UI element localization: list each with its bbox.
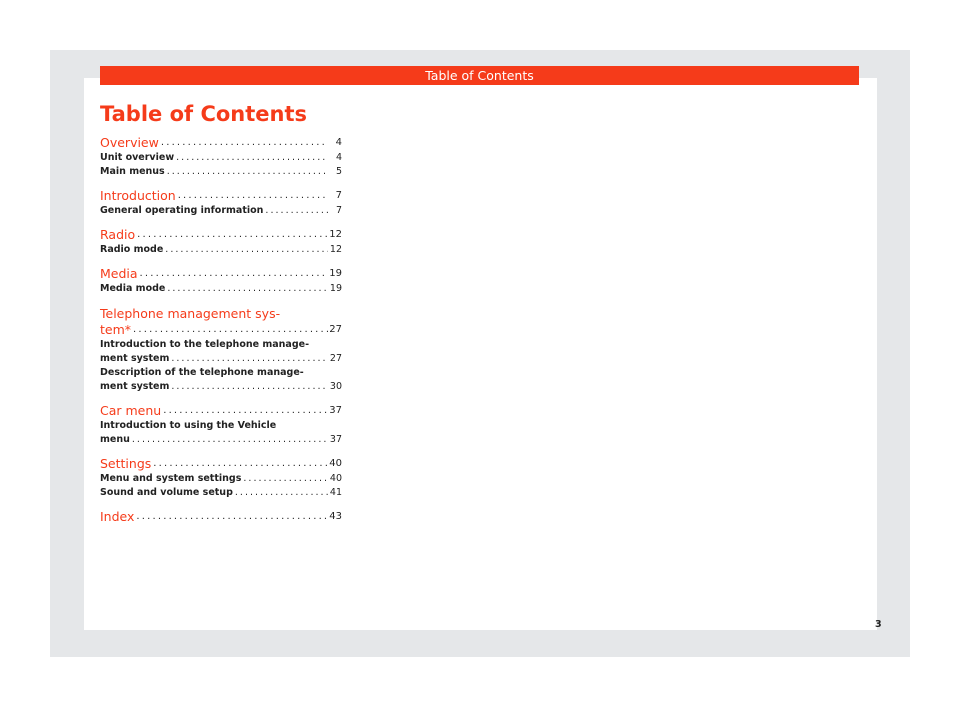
toc-page-number: 37 [329,405,342,416]
toc-label: Unit overview [100,152,175,163]
toc-chapter-telephone[interactable] [100,322,342,338]
toc-leader [233,486,328,500]
toc-page-number: 7 [335,205,342,216]
toc-entry-telephone-desc[interactable] [100,380,342,394]
toc-leader [134,509,328,525]
toc-entry-telephone-intro-line1[interactable]: Introduction to the telephone manage- [100,339,310,350]
toc-label: Index [100,509,135,524]
toc-chapter-telephone-line1[interactable]: Telephone management sys- [100,306,281,321]
toc-page-number: 30 [329,381,342,392]
table-of-contents [100,135,342,525]
toc-leader [130,433,328,447]
toc-entry-sound-volume[interactable] [100,486,342,500]
toc-entry-menu-system[interactable] [100,472,342,486]
toc-leader [151,456,328,472]
toc-page-number: 19 [329,283,342,294]
toc-entry-vehicle-intro[interactable] [100,433,342,447]
toc-label: Menu and system settings [100,473,242,484]
toc-chapter-settings[interactable] [100,456,342,472]
toc-entry-general-operating[interactable] [100,204,342,218]
toc-leader [135,227,328,243]
toc-label: ment system [100,353,170,364]
toc-label: Introduction [100,188,176,203]
toc-label: Media [100,266,138,281]
toc-chapter-media[interactable] [100,266,342,282]
toc-entry-media-mode[interactable] [100,282,342,296]
toc-page-number: 4 [335,152,342,163]
toc-chapter-introduction[interactable] [100,188,342,204]
toc-leader [161,403,328,419]
toc-entry-unit-overview[interactable] [100,151,342,165]
toc-leader [169,380,328,394]
toc-page-number: 4 [335,137,342,148]
toc-label: menu [100,434,130,445]
toc-label: Sound and volume setup [100,487,233,498]
toc-chapter-index[interactable] [100,509,342,525]
toc-leader [165,282,328,296]
toc-page-number: 27 [329,353,342,364]
toc-leader [241,472,328,486]
toc-chapter-overview[interactable] [100,135,342,151]
toc-leader [138,266,328,282]
toc-label: tem* [100,322,132,337]
toc-leader [176,188,328,204]
toc-page-number: 40 [329,458,342,469]
toc-chapter-car-menu[interactable] [100,403,342,419]
toc-chapter-radio[interactable] [100,227,342,243]
toc-entry-telephone-intro[interactable] [100,352,342,366]
page-title: Table of Contents [100,102,308,126]
toc-page-number: 19 [329,268,342,279]
toc-leader [174,151,328,165]
toc-leader [159,135,328,151]
toc-page-number: 41 [329,487,342,498]
toc-page-number: 43 [329,511,342,522]
toc-page-number: 27 [329,324,342,335]
toc-label: Settings [100,456,152,471]
toc-leader [263,204,328,218]
toc-label: Main menus [100,166,165,177]
header-bar: Table of Contents [100,66,859,85]
toc-leader [169,352,328,366]
page-number: 3 [875,619,882,630]
toc-label: Car menu [100,403,162,418]
toc-page-number: 12 [329,244,342,255]
toc-page-number: 37 [329,434,342,445]
toc-label: General operating information [100,205,264,216]
toc-page-number: 7 [335,190,342,201]
toc-entry-main-menus[interactable] [100,165,342,179]
toc-entry-telephone-desc-line1[interactable]: Description of the telephone manage- [100,367,304,378]
toc-label: Radio [100,227,136,242]
toc-label: Overview [100,135,159,150]
toc-label: ment system [100,381,170,392]
toc-leader [131,322,328,338]
toc-label: Media mode [100,283,166,294]
toc-page-number: 40 [329,473,342,484]
toc-leader [163,243,328,257]
toc-entry-vehicle-intro-line1[interactable]: Introduction to using the Vehicle [100,420,277,431]
toc-page-number: 12 [329,229,342,240]
toc-label: Radio mode [100,244,164,255]
toc-page-number: 5 [335,166,342,177]
toc-leader [165,165,328,179]
toc-entry-radio-mode[interactable] [100,243,342,257]
